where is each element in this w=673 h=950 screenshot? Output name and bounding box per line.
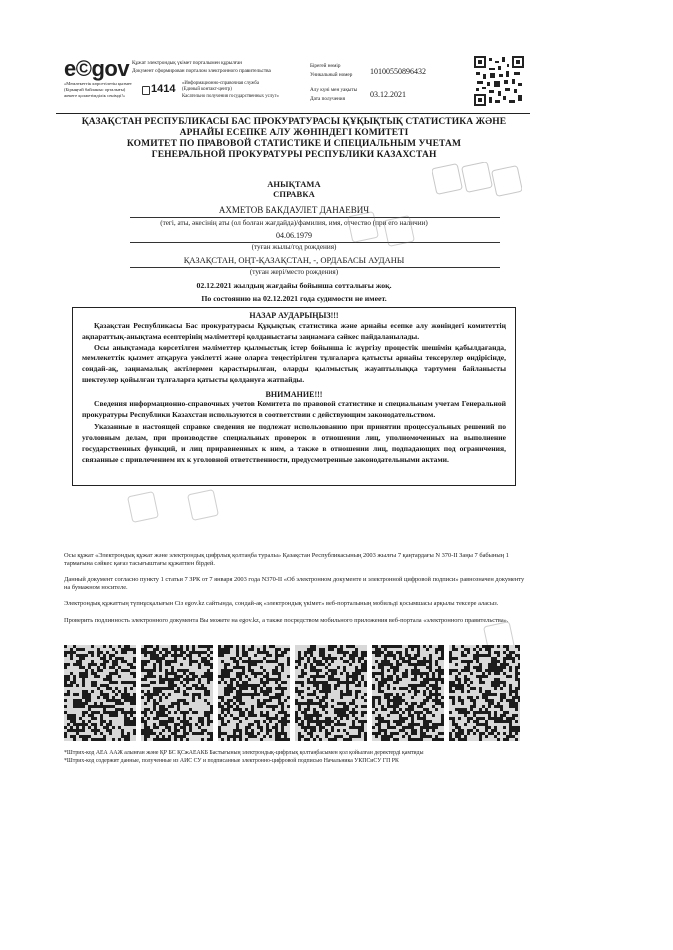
barcode-block bbox=[218, 645, 290, 741]
logo-tagline-line: жекеге қолжетімділік сенімді!» bbox=[64, 93, 126, 98]
date-label-kz: Алу күні мен уақыты bbox=[310, 87, 358, 93]
logo-tagline-line: «Мемлекеттік көрсетілетін қызмет bbox=[64, 81, 132, 86]
barcode-block bbox=[295, 645, 367, 741]
notice-heading-ru: ВНИМАНИЕ!!! bbox=[265, 389, 323, 399]
date-value: 03.12.2021 bbox=[370, 90, 406, 99]
seal-mark-lower bbox=[110, 488, 230, 528]
doc-title-kz: АНЫҚТАМА bbox=[267, 179, 321, 189]
birth-place-caption: (туған жері/место рождения) bbox=[249, 268, 339, 276]
header-divider bbox=[56, 113, 530, 114]
logo-tagline bbox=[64, 81, 132, 99]
phone-icon bbox=[142, 86, 150, 95]
logo-tagline-line: (Бірыңғай байланыс орталығы) bbox=[64, 87, 126, 92]
egov-logo: e©gov bbox=[64, 56, 130, 81]
barcode-note-ru: *Штрих-код содержит данные, полученные из АИС СУ и подписанные электронно-цифровой подписью Начальника УКПСиСУ ГП РК bbox=[64, 758, 399, 764]
org-title-line: ҚАЗАҚСТАН РЕСПУБЛИКАСЫ БАС ПРОКУРАТУРАСЫ ҚҰҚЫҚТЫҚ СТАТИСТИКА ЖӘНЕ bbox=[81, 117, 507, 127]
date-label bbox=[310, 87, 357, 103]
birth-date: 04.06.1979 bbox=[276, 231, 312, 240]
doc-title-ru: СПРАВКА bbox=[273, 189, 315, 199]
service-info-line: (Единый контакт-центр) bbox=[182, 87, 232, 93]
service-info-line: «Информационно-справочная служба bbox=[182, 81, 259, 86]
status-kz: 02.12.2021 жылдың жағдайы бойынша сотталығы жоқ. bbox=[196, 281, 392, 290]
unique-number-label bbox=[310, 63, 352, 79]
org-title-line: АРНАЙЫ ЕСЕПКЕ АЛУ ЖӨНІНДЕГІ КОМИТЕТІ bbox=[179, 128, 409, 138]
barcode-strip bbox=[64, 645, 520, 741]
service-info-line: Касательно получения государственных услуг» bbox=[182, 93, 279, 99]
notice-box bbox=[72, 307, 516, 486]
person-name-caption: (тегі, аты, әкесінің аты (ол болған жағдайда)/фамилия, имя, отчество (при его наличии) bbox=[160, 219, 428, 227]
header-qr-code bbox=[474, 56, 524, 106]
date-label-ru: Дата получения bbox=[310, 96, 345, 102]
unique-number-label-kz: Бірегей нөмір bbox=[310, 63, 341, 69]
org-title-line: КОМИТЕТ ПО ПРАВОВОЙ СТАТИСТИКЕ И СПЕЦИАЛЬНЫМ УЧЕТАМ bbox=[126, 139, 462, 149]
notice-para-kz-2: Осы анықтамада көрсетілген мәліметтер қылмыстық істер бойынша іс жүргізу процестік шешімін қабылдағанда, мемлекеттік қызмет атқаруға уәкілетті және оларға теңестірілген тұлғаларға қатысты арнайы тексерулер өндірісінде, сондай-ақ, заңнамалық актілермен қарастырылған, оларды қылмыстық жауаптылыққа тартумен байланысты шектеулер қойылған тұлғаларға қатысты қолдануға жатпайды. bbox=[82, 342, 506, 384]
footer-law-kz: Осы құжат «Электрондық құжат және электрондық цифрлық қолтаңба туралы» Қазақстан Республикасының 2003 жылғы 7 қаңтардағы N 370-II Заңы 7 бабының 1 тармағына сәйкес қағаз тасығыштағы құжатпен бірдей. bbox=[64, 552, 509, 567]
barcode-block bbox=[372, 645, 444, 741]
barcode-block bbox=[449, 645, 520, 741]
birth-date-caption: (туған жылы/год рождения) bbox=[251, 243, 337, 251]
notice-heading-kz: НАЗАР АУДАРЫҢЫЗ!!! bbox=[249, 311, 339, 320]
service-info bbox=[182, 81, 279, 100]
footer-verify-kz: Электрондық құжаттың түпнұсқалығын Сіз egov.kz сайтында, сондай-ақ «электрондық үкімет» веб-порталының мобильді қосымшасы арқылы тексере аласыз. bbox=[64, 600, 499, 607]
unique-number: 10100550896432 bbox=[370, 67, 426, 76]
phone-number: 1414 bbox=[151, 83, 176, 95]
notice-para-ru-1: Сведения информационно-справочных учетов Комитета по правовой статистике и специальным учетам Генеральной прокуратуры Республики Казахстан используются в соответствии с действующим законодательством. bbox=[82, 398, 506, 419]
seal-mark-top-right bbox=[432, 162, 522, 202]
notice-para-ru-2: Указанные в настоящей справке сведения не подлежат использованию при принятии процессуальных решений по уголовным делам, при производстве специальных проверок в отношении лиц, уполномоченных на выполнение государственных функций, и лиц приравненных к ним, а также в отношении лиц, подпадающих под ограничения, связанные с привлечением их к уголовной ответственности, предусмотренные законодательными актами. bbox=[82, 422, 506, 464]
notice-para-kz-1: Қазақстан Республикасы Бас прокуратурасы Құқықтық статистика және арнайы есепке алу жөніндегі комитеттің ақпараттық-анықтама есептерінің мәліметтері қолданыстағы заңнамаға сәйкес пайдаланылады. bbox=[82, 321, 506, 341]
person-name-underline bbox=[130, 217, 500, 218]
footer-law-ru: Данный документ согласно пункту 1 статьи 7 ЗРК от 7 января 2003 года N370-II «Об электронном документе и электронной цифровой подписи» равнозначен документу на бумажном носителе. bbox=[64, 576, 525, 591]
barcode-note-kz: *Штрих-код АЕА ААЖ алынған және ҚР БС ҚСжАЕАКБ Бастығының электрондық-цифрлық қолтаңбасымен қол қойылған деректерді қамтиды bbox=[64, 750, 424, 756]
barcode-block bbox=[141, 645, 213, 741]
status-ru: По состоянию на 02.12.2021 года судимости не имеет. bbox=[201, 294, 387, 303]
seal-mark-middle bbox=[346, 210, 426, 250]
doc-portal-ru: Документ сформирован порталом электронного правительства bbox=[132, 68, 271, 74]
birth-place: ҚАЗАҚСТАН, ОҢТ-ҚАЗАҚСТАН, -, ОРДАБАСЫ АУДАНЫ bbox=[183, 255, 405, 265]
footer-verify-ru: Проверить подлинность электронного документа Вы можете на egov.kz, а также посредством мобильного приложения веб-портала «электронного правительства». bbox=[64, 617, 509, 624]
person-name: АХМЕТОВ БАКДАУЛЕТ ДАНАЕВИЧ bbox=[218, 205, 370, 215]
unique-number-label-ru: Уникальный номер bbox=[310, 72, 353, 78]
doc-portal-kz: Құжат электрондық үкімет порталымен құрылған bbox=[132, 60, 243, 66]
barcode-block bbox=[64, 645, 136, 741]
org-title-line: ГЕНЕРАЛЬНОЙ ПРОКУРАТУРЫ РЕСПУБЛИКИ КАЗАХСТАН bbox=[151, 150, 437, 160]
org-title bbox=[60, 117, 528, 161]
